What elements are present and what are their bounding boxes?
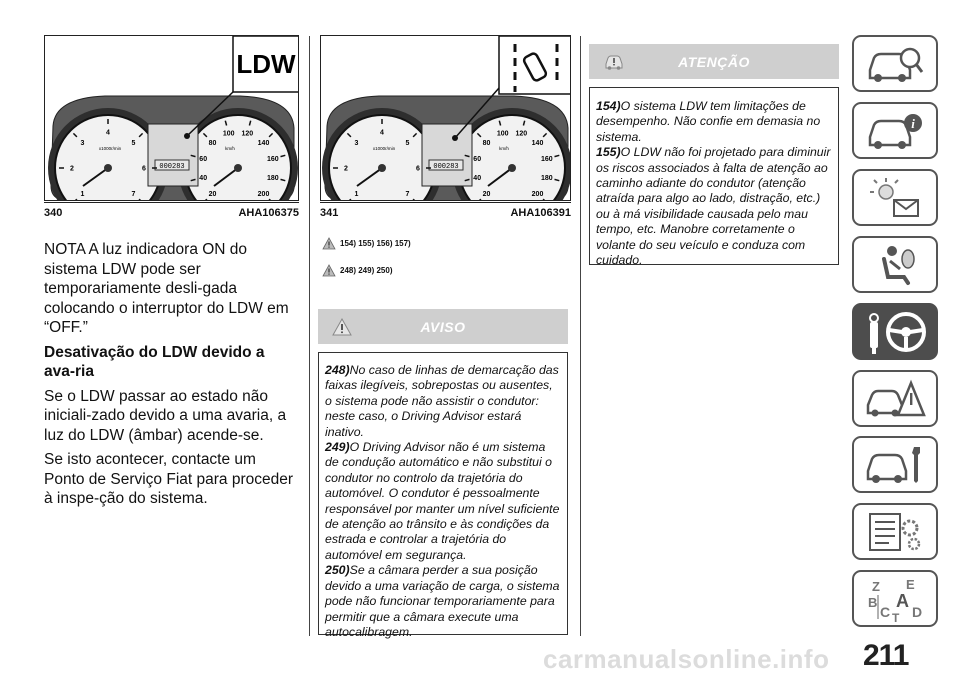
side-tab-alphabet-index[interactable] <box>852 570 938 627</box>
left-column-text <box>44 240 299 514</box>
paragraph-contact-service: Se isto acontecer, contacte um Ponto de Serviço Fiat para proceder à inspe-ção do sistema. <box>44 451 293 507</box>
speed-tick-label: 180 <box>540 174 553 182</box>
atencao-car-icon <box>603 54 625 70</box>
atencao-item-154-text: O sistema LDW tem limitações de desempenho. Não confie em demasia no sistema. <box>596 99 821 144</box>
alphabet-index-icon <box>864 575 926 623</box>
service-checklist-icon <box>864 510 926 554</box>
speed-tick-label: 120 <box>515 130 528 138</box>
rpm-tick-label: 6 <box>416 165 420 173</box>
odometer-readout-1: 000283 <box>159 163 185 171</box>
warning-lights-icon <box>864 176 926 220</box>
key-steering-wheel-icon <box>862 308 928 356</box>
section-heading-ldw-deactivation: Desativação do LDW devido a ava-ria <box>44 343 265 380</box>
atencao-header <box>589 44 839 79</box>
car-wrench-icon <box>864 443 926 487</box>
speed-tick-label: 60 <box>473 156 482 164</box>
figure-340-number: 340 <box>44 207 63 219</box>
figure-341-number: 341 <box>320 207 339 219</box>
atencao-body <box>589 87 839 268</box>
rpm-tick-label: 3 <box>354 140 359 147</box>
speed-unit-2: km/h <box>499 146 509 151</box>
figure-340-caption <box>44 207 299 221</box>
rpm-unit-2: x1000r/min <box>372 146 396 151</box>
aviso-title: AVISO <box>420 318 466 335</box>
instrument-cluster-illustration <box>45 36 299 201</box>
warning-reference-numbers: 154) 155) 156) 157) <box>340 239 411 248</box>
rpm-tick-label: 7 <box>405 191 410 198</box>
speed-tick-label: 20 <box>482 191 491 198</box>
caution-references <box>322 264 392 277</box>
side-tab-car-search[interactable] <box>852 35 938 92</box>
ldw-note: NOTA A luz indicadora ON do sistema LDW pode ser temporariamente desli-gada colocando o interruptor do LDW em “OFF.” <box>44 241 289 336</box>
instrument-cluster-illustration-2 <box>321 36 571 201</box>
speed-tick-label: 140 <box>257 140 270 147</box>
speed-tick-label: 100 <box>222 130 235 138</box>
side-tab-warning-lights[interactable] <box>852 169 938 226</box>
figure-341-code: AHA106391 <box>510 207 571 219</box>
index-letter-a: A <box>896 590 909 611</box>
rpm-tick-label: 6 <box>142 165 146 173</box>
odometer-readout-2: 000283 <box>433 163 459 171</box>
speed-tick-label: 80 <box>208 140 217 147</box>
rpm-tick-label: 5 <box>405 140 410 147</box>
rpm-tick-label: 1 <box>80 191 85 198</box>
side-tab-car-wrench[interactable] <box>852 436 938 493</box>
rpm-tick-label: 7 <box>131 191 136 198</box>
speed-unit-1: km/h <box>225 146 235 151</box>
aviso-item-249-number: 249) <box>325 440 350 455</box>
rpm-tick-label: 4 <box>106 129 110 137</box>
index-letter-z: Z <box>872 578 880 594</box>
side-tab-airbag-seat[interactable] <box>852 236 938 293</box>
caution-triangle-icon <box>322 264 336 277</box>
aviso-header <box>318 309 568 344</box>
speed-tick-label: 80 <box>482 140 491 147</box>
page-number: 211 <box>863 639 909 672</box>
figure-341-caption-line <box>320 202 571 203</box>
airbag-seat-icon <box>864 243 926 287</box>
rpm-tick-label: 2 <box>344 165 348 173</box>
warning-references <box>322 237 411 250</box>
aviso-item-249-text: O Driving Advisor não é um sistema de condução automático e não substitui o condutor no controlo da trajetória do automóvel. O condutor é pessoalmente responsável por manter um nível suficiente de atenção ao trânsito e às condições da estrada e controlar a trajetória do automóvel em segurança. <box>325 440 560 562</box>
aviso-item-250-text: Se a câmara perder a sua posição devido a uma variação de carga, o sistema pode não funcionar temporariamente para permitir que a câmara execute uma autocalibragem. <box>325 563 560 639</box>
atencao-item-155 <box>596 145 832 268</box>
watermark: carmanualsonline.info <box>543 644 830 674</box>
aviso-item-248-number: 248) <box>325 363 350 377</box>
index-letter-c: C <box>880 603 891 620</box>
speed-tick-label: 120 <box>241 130 254 138</box>
column-rule-2 <box>580 36 581 636</box>
index-letter-b: B <box>868 594 878 610</box>
speed-tick-label: 60 <box>199 156 208 164</box>
figure-341-caption <box>320 207 571 221</box>
atencao-item-155-number: 155) <box>596 145 621 160</box>
rpm-unit-1: x1000r/min <box>98 146 122 151</box>
figure-340-code: AHA106375 <box>238 207 299 219</box>
atencao-item-154 <box>596 99 832 145</box>
rpm-tick-label: 5 <box>131 140 136 147</box>
speed-tick-label: 140 <box>531 140 544 147</box>
speed-tick-label: 40 <box>473 174 482 182</box>
aviso-warning-icon <box>332 318 352 336</box>
aviso-item-249 <box>325 440 561 563</box>
aviso-body <box>318 352 568 639</box>
side-tab-service-checklist[interactable] <box>852 503 938 560</box>
atencao-title: ATENÇÃO <box>678 53 750 70</box>
atencao-item-155-text: O LDW não foi projetado para diminuir os riscos associados à falta de atenção ao caminho adiante do condutor (atenção atraída para algo ao lado, distração, etc.) ou à má visibilidade causada pelo mau tempo, etc. Manobre corretamente o volante do seu veículo e conduza com cuidado. <box>596 145 831 268</box>
index-letter-d: D <box>912 603 923 620</box>
aviso-item-250 <box>325 563 561 640</box>
figure-340 <box>44 35 299 201</box>
car-warning-triangle-icon <box>864 377 926 421</box>
side-tab-car-warning-triangle[interactable] <box>852 370 938 427</box>
figure-341 <box>320 35 571 201</box>
aviso-item-248 <box>325 363 561 440</box>
atencao-item-154-number: 154) <box>596 99 621 113</box>
rpm-tick-label: 3 <box>80 140 85 147</box>
aviso-item-250-number: 250) <box>325 563 350 578</box>
speed-tick-label: 180 <box>266 174 279 182</box>
figure-340-caption-line <box>44 202 299 203</box>
speed-tick-label: 20 <box>208 191 217 198</box>
speed-tick-label: 160 <box>266 156 279 164</box>
index-letter-e: E <box>906 576 915 592</box>
speed-tick-label: 160 <box>540 156 553 164</box>
rpm-tick-label: 4 <box>380 129 384 137</box>
car-info-icon <box>864 109 926 153</box>
side-tab-key-steering-wheel[interactable] <box>852 303 938 360</box>
index-letter-t: T <box>892 610 900 623</box>
speed-tick-label: 200 <box>257 191 270 198</box>
warning-triangle-icon <box>322 237 336 250</box>
column-rule-1 <box>309 36 310 636</box>
ldw-callout-label: LDW <box>236 49 296 79</box>
caution-reference-numbers: 248) 249) 250) <box>340 266 393 275</box>
rpm-tick-label: 2 <box>70 165 74 173</box>
svg-text:i: i <box>911 115 915 131</box>
side-tab-car-info[interactable] <box>852 102 938 159</box>
speed-tick-label: 40 <box>199 174 208 182</box>
speed-tick-label: 100 <box>496 130 509 138</box>
car-search-icon <box>864 42 926 86</box>
rpm-tick-label: 1 <box>354 191 359 198</box>
aviso-item-248-text: No caso de linhas de demarcação das faixas ilegíveis, sobrepostas ou ausentes, o sistema pode não assistir o condutor: neste caso, o Driving Advisor estará inativo. <box>325 363 559 439</box>
speed-tick-label: 200 <box>531 191 544 198</box>
paragraph-ldw-fault: Se o LDW passar ao estado não iniciali-zado devido a uma avaria, a luz do LDW (âmbar) acende-se. <box>44 387 287 444</box>
